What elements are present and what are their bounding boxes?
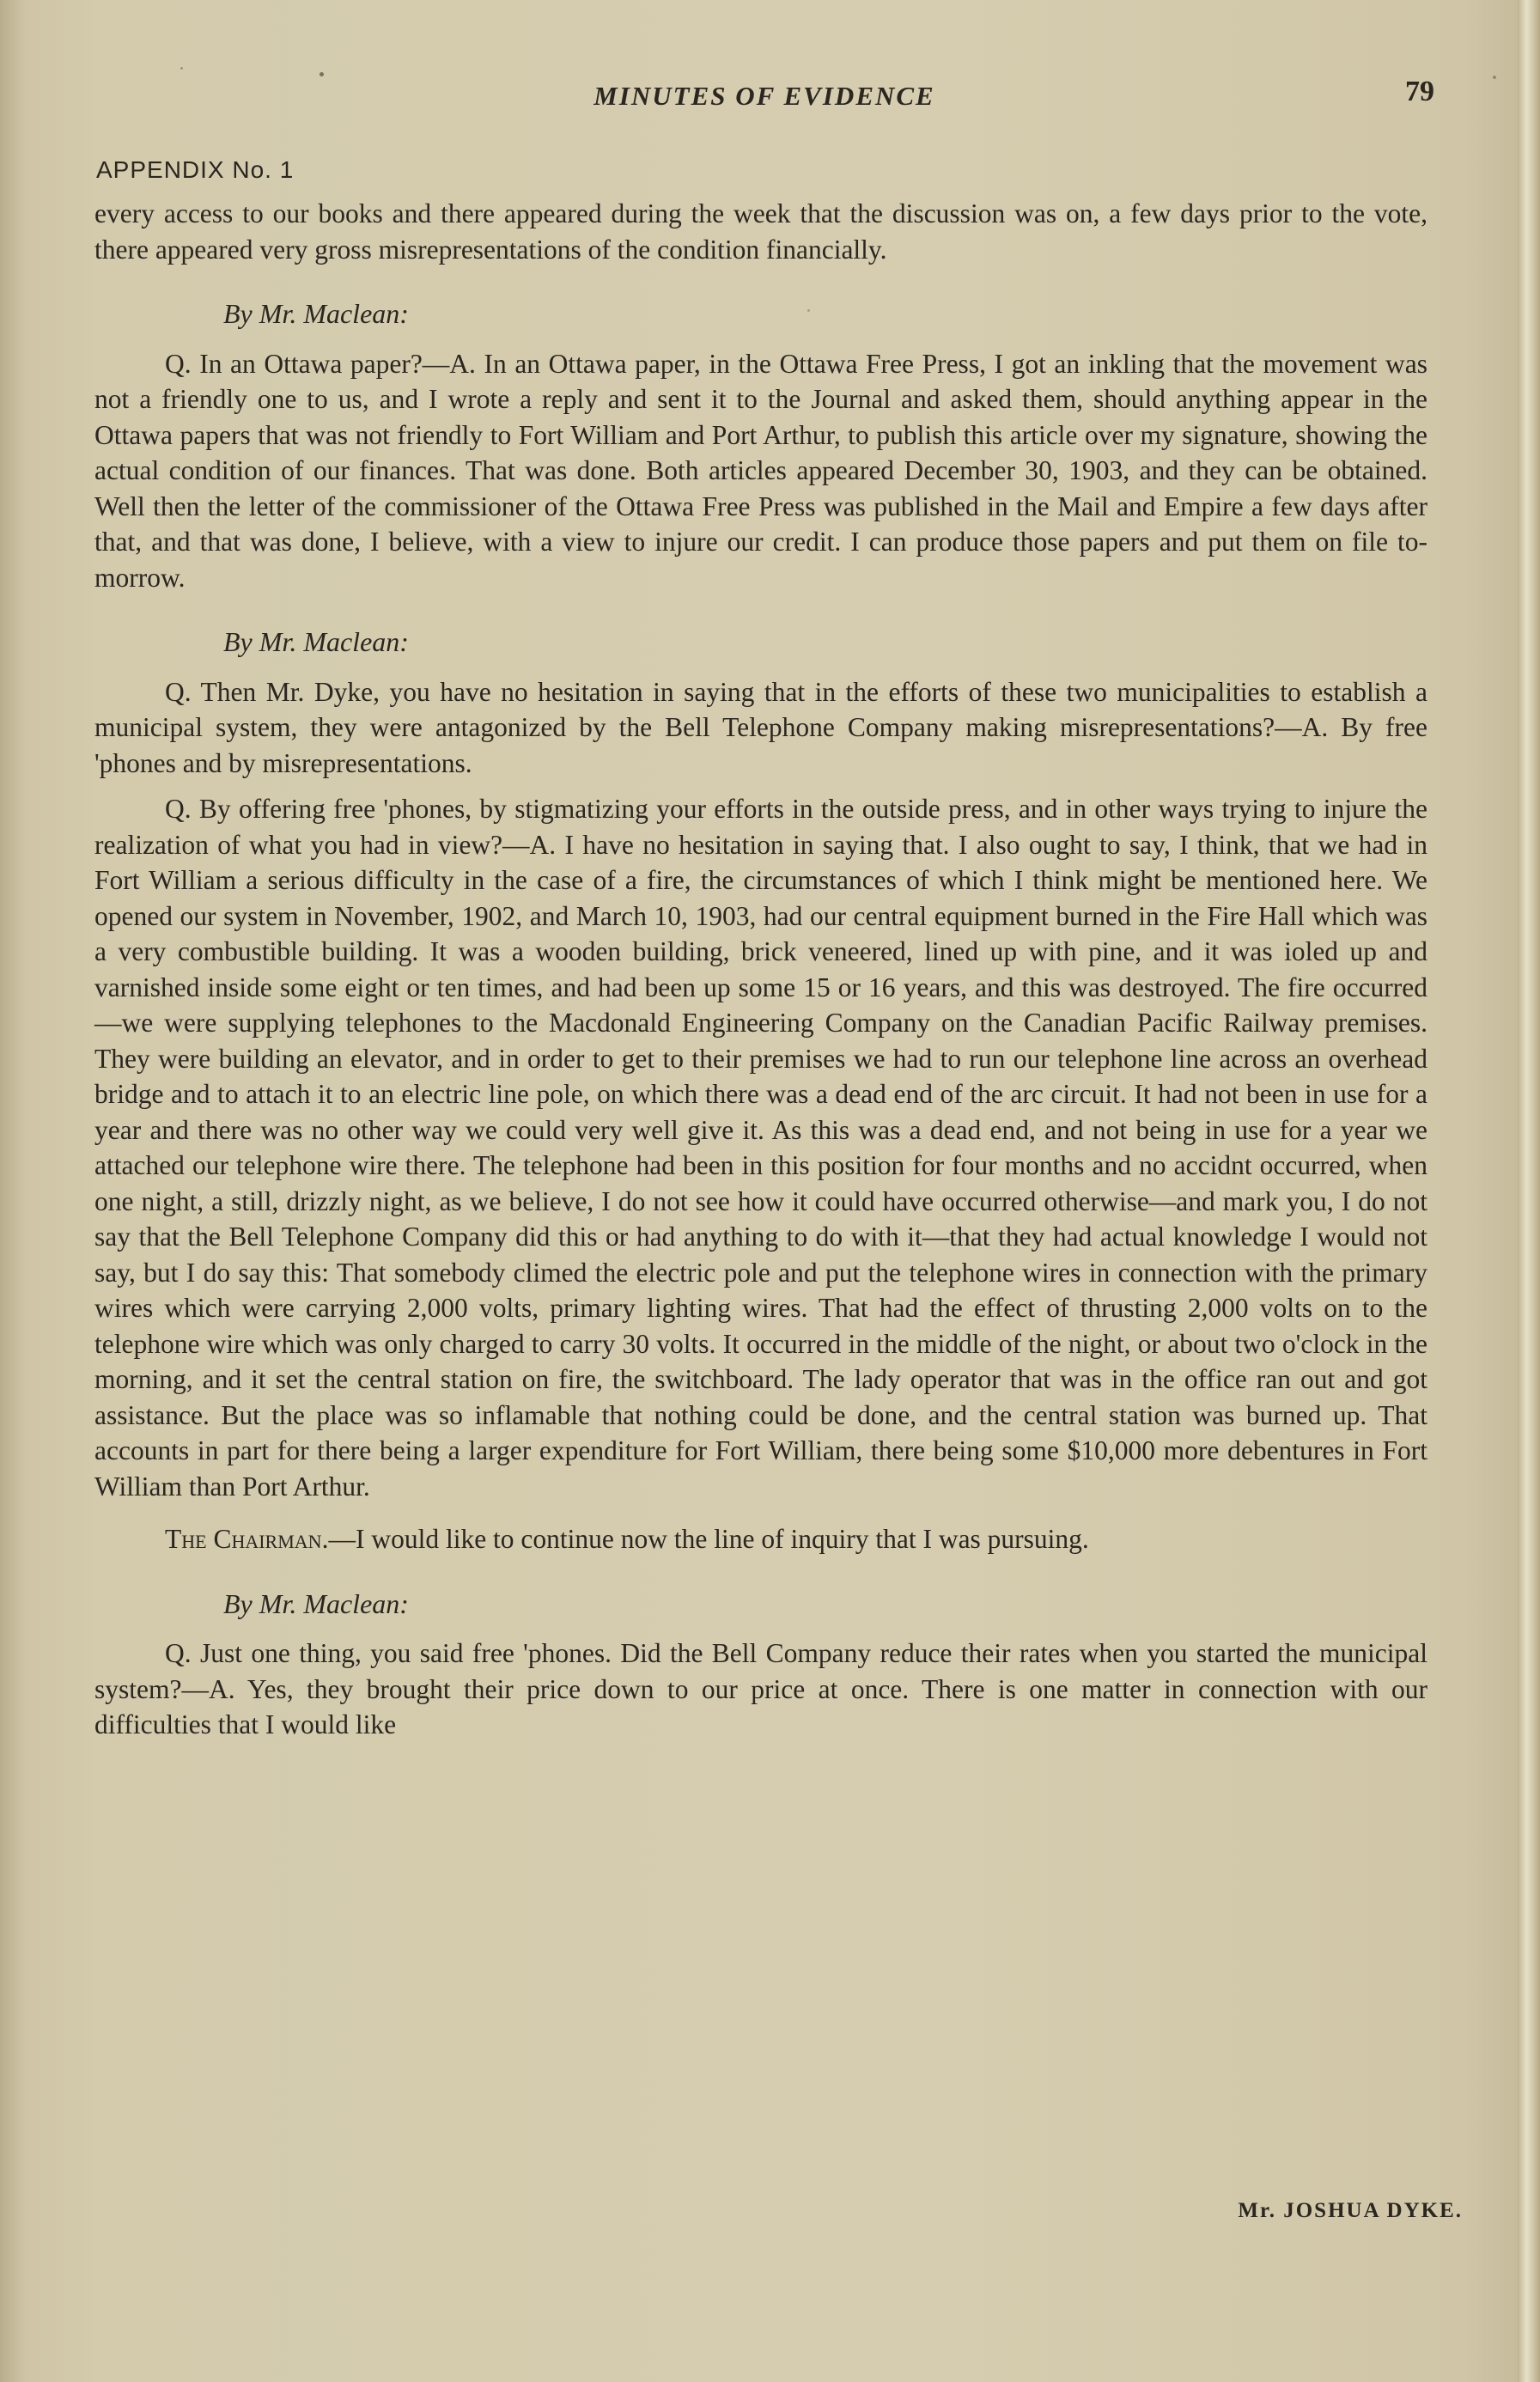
paper-speck [320,72,324,76]
speaker-heading: By Mr. Maclean: [223,1587,409,1619]
appendix-label: APPENDIX No. 1 [96,156,295,183]
speaker-heading: By Mr. Maclean: [223,298,409,329]
paper-speck [1493,76,1496,79]
chairman-statement [94,1521,1427,1557]
running-title: MINUTES OF EVIDENCE [593,81,935,111]
paragraph: Q. Then Mr. Dyke, you have no hesitation in saying that in the efforts of these two municipalities to establish a municipal system, they were antagonized by the Bell Telephone Company making misrepresentations?—A. By free 'phones and by misrepresentations. [94,676,1427,778]
chairman-label: The Chairman. [165,1524,329,1554]
page-header [94,76,1434,119]
paragraph: Q. Just one thing, you said free 'phones. Did the Bell Company reduce their rates when you started the municipal system?—A. Yes, they brought their price down to our price at once. There is one matter in connection with our difficulties that I would like [94,1638,1427,1739]
paper-speck [807,309,810,312]
page-number: 79 [1405,76,1434,107]
body-text [94,196,1427,1743]
paragraph: Q. In an Ottawa paper?—A. In an Ottawa paper, in the Ottawa Free Press, I got an inkling that the movement was not a friendly one to us, and I wrote a reply and sent it to the Journal and asked them, should anything appear in the Ottawa papers that was not friendly to Fort William and Port Arthur, to publish this article over my signature, showing the actual condition of our finances. That was done. Both articles appeared December 30, 1903, and they can be obtained. Well then the letter of the commissioner of the Ottawa Free Press was published in the Mail and Empire a few days after that, and that was done, I believe, with a view to injure our credit. I can produce those papers and put them on file to-morrow. [94,348,1427,593]
chairman-text: —I would like to continue now the line of inquiry that I was pursuing. [328,1524,1089,1554]
witness-name: Mr. JOSHUA DYKE. [1238,2199,1463,2222]
binding-edge [1518,0,1540,2382]
paper-speck [180,67,183,70]
paragraph: every access to our books and there appeared during the week that the discussion was on, a few days prior to the vote, there appeared very gross misrepresentations of the condition financially. [94,198,1427,265]
speaker-heading: By Mr. Maclean: [223,626,409,657]
paragraph: Q. By offering free 'phones, by stigmatizing your efforts in the outside press, and in other ways trying to injure the realization of what you had in view?—A. I have no hesitation in saying that. I also ought to say, I think, that we had in Fort William a serious difficulty in the case of a fire, the circumstances of which I think might be mentioned here. We opened our system in November, 1902, and March 10, 1903, had our central equipment burned in the Fire Hall which was a very combustible building. It was a wooden building, brick veneered, lined up with pine, and it was ioled up and varnished inside some eight or ten times, and had been up some 15 or 16 years, and this was destroyed. The fire occurred—we were supplying telephones to the Macdonald Engineering Company on the Canadian Pacific Railway premises. They were building an elevator, and in order to get to their premises we had to run our telephone line across an overhead bridge and to attach it to an electric line pole, on which there was a dead end of the arc circuit. It had not been in use for a year and there was no other way we could very well give it. As this was a dead end, and not being in use for a year we attached our telephone wire there. The telephone had been in this position for four months and no accidnt occurred, when one night, a still, drizzly night, as we believe, I do not see how it could have occurred otherwise—and mark you, I do not say that the Bell Telephone Company did this or had anything to do with it—that they had actual knowledge I would not say, but I do say this: That somebody climed the electric pole and put the telephone wires in connection with the primary wires which were carrying 2,000 volts, primary lighting wires. That had the effect of thrusting 2,000 volts on to the telephone wire which was only charged to carry 30 volts. It occurred in the middle of the night, or about two o'clock in the morning, and it set the central station on fire, the switchboard. The lady operator that was in the office ran out and got assistance. But the place was so inflamable that nothing could be done, and the central station was burned up. That accounts in part for there being a larger expenditure for Fort William, there being some $10,000 more debentures in Fort William than Port Arthur. [94,794,1427,1502]
